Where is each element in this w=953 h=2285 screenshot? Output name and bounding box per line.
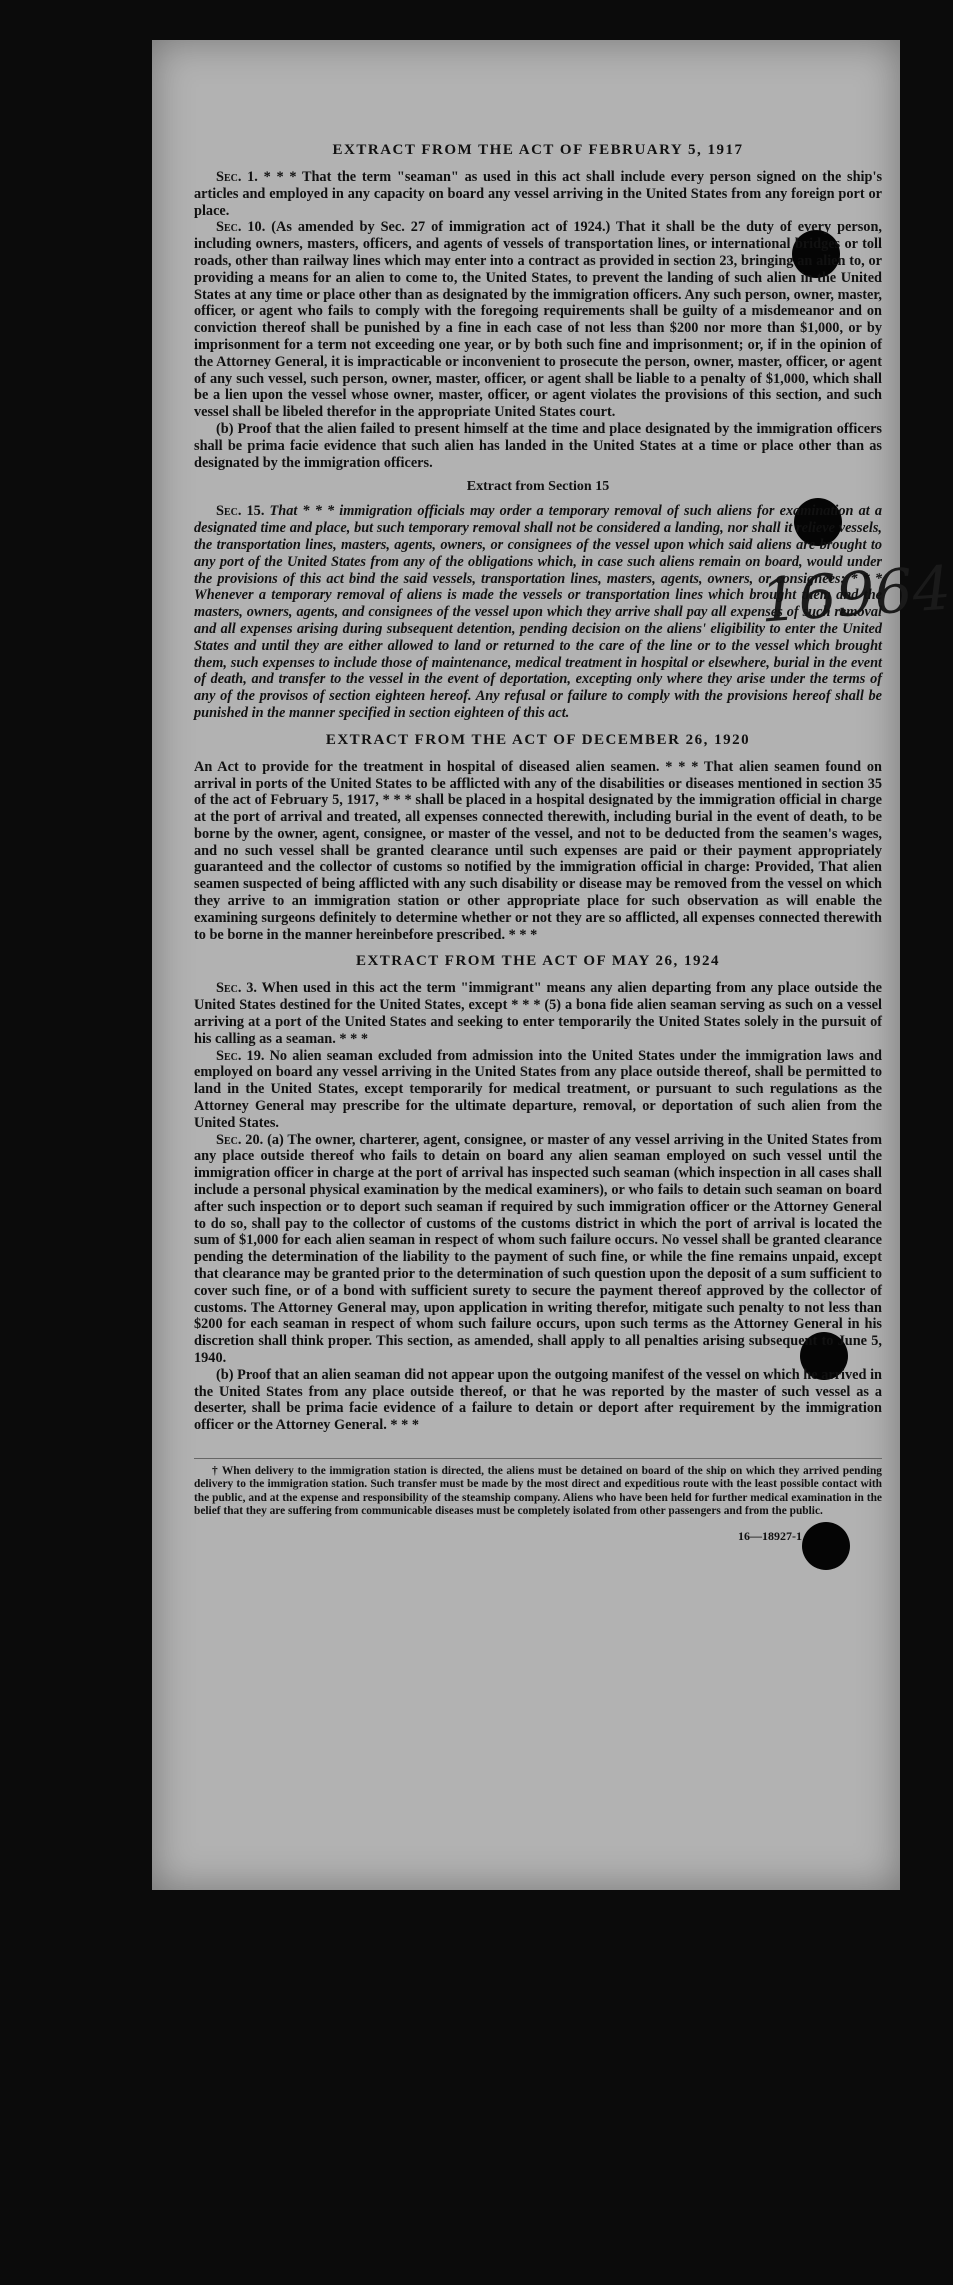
paragraph: Sec. 1. * * * That the term "seaman" as used in this act shall include every person signed on the ship's articles and employed in any capacity on board any vessel arriving in the United States from any foreign port or place. xyxy=(194,169,883,219)
paragraph: Sec. 20. (a) The owner, charterer, agent, consignee, or master of any vessel arriving in the United States from any place outside thereof who fails to detain on board any alien seaman employed on such vessel until the immigration officer in charge at the port of arrival has inspected such seaman (which inspection in all cases shall include a personal physical examination by the medical examiners), or who fails to detain such seaman on board after such inspection or to deport such seaman if required by such immigration officer or the Attorney General to do so, shall pay to the collector of customs of the customs district in which the port of arrival is located the sum of $1,000 for each alien seaman in respect of whom such failure occurs. No vessel shall be granted clearance pending the determination of the liability to the payment of such fine, or while the fine remains unpaid, except that clearance may be granted prior to the determination of such question upon the deposit of a sum sufficient to cover such fine, or of a bond with sufficient surety to secure the payment thereof approved by the collector of customs. The Attorney General may, upon application in writing therefor, mitigate such penalty to not less than $200 for each seaman in respect of whom such failure occurs, upon such terms as the Attorney General in his discretion shall think proper. This section, as amended, shall apply to all penalties arising subsequent to June 5, 1940. xyxy=(194,1131,882,1366)
section-1924 xyxy=(194,953,882,1434)
section-1920 xyxy=(194,732,882,944)
section-15-extract xyxy=(194,479,882,721)
paragraph: Sec. 3. When used in this act the term "immigrant" means any alien departing from any place outside the United States destined for the United States, except * * * (5) a bona fide alien seaman serving as such on a vessel arriving at a port of the United States and seeking to enter temporarily the United States solely in the pursuit of his calling as a seaman. * * * xyxy=(194,980,882,1047)
document-page xyxy=(152,40,953,1890)
section-1917 xyxy=(194,142,882,471)
handwritten-number: 16964 xyxy=(757,553,953,637)
section-heading: EXTRACT FROM THE ACT OF DECEMBER 26, 1920 xyxy=(325,731,751,748)
paragraph: (b) Proof that the alien failed to present himself at the time and place designated by the immigration officers shall be prima facie evidence that such alien has landed in the United States at a time or place other than as designated by the immigration officers. xyxy=(194,420,882,471)
footnote: † When delivery to the immigration station is directed, the aliens must be detained on board of the ship on which they arrived pending delivery to the immigration station. Such transfer must be made by the most direct and expeditious route with the least possible contact with the public, and at the expense and responsibility of the steamship company. Aliens who have been held for further medical examination in the belief that they are suffering from communicable diseases must be completely isolated from other passengers and from the public. xyxy=(194,1458,882,1519)
paragraph: Sec. 19. No alien seaman excluded from admission into the United States under the immigration laws and employed on board any vessel arriving in the United States from any place outside thereof, shall be permitted to land in the United States, except temporarily for medical treatment, or pursuant to such regulations as the Attorney General may prescribe for the ultimate departure, removal, or deportation of such alien from the United States. xyxy=(194,1047,882,1131)
document-number: 16—18927-1 xyxy=(738,1528,802,1543)
paragraph: Sec. 15. That * * * immigration officials may order a temporary removal of such aliens for examination at a designated time and place, but such temporary removal shall not be considered a landing, nor shall it relieve vessels, the transportation lines, masters, agents, owners, or consignees of the vessel upon which said aliens are brought to any port of the United States from any of the obligations which, in case such aliens remain on board, would under the provisions of this act bind the said vessels, transportation lines, masters, agents, owners, or consignees: * * * Whenever a temporary removal of aliens is made the vessels or transportation lines which brought them and the masters, owners, agents, and consignees of the vessel upon which they arrive shall pay all expenses of such removal and all expenses arising during subsequent detention, pending decision on the aliens' eligibility to enter the United States and until they are either allowed to land or returned to the care of the line or to the vessel which brought them, such expenses to include those of maintenance, medical treatment in hospital or elsewhere, burial in the event of death, and transfer to the vessel in the event of deportation, excepting only where they arise under the terms of any of the provisos of section eighteen hereof. Any refusal or failure to comply with the provisions hereof shall be punished in the manner specified in section eighteen of this act. xyxy=(194,503,882,721)
document-body xyxy=(194,132,882,1544)
paragraph: An Act to provide for the treatment in hospital of diseased alien seamen. * * * That alien seamen found on arrival in ports of the United States to be afflicted with any of the disabilities or diseases mentioned in section 35 of the act of February 5, 1917, * * * shall be placed in a hospital designated by the immigration official in charge at the port of arrival and treated, all expenses connected therewith, including burial in the event of death, to be borne by the owner, agent, consignee, or master of the vessel, and not to be deducted from the seamen's wages, and no such vessel shall be granted clearance until such expenses are paid or their payment appropriately guaranteed and the collector of customs so notified by the immigration official in charge: Provided, That alien seamen suspected of being afflicted with any such disability or disease may be removed from the vessel on which they arrive to an immigration station or other appropriate place for such observation as will enable the examining surgeons definitely to determine whether or not they are so afflicted, all expenses connected therewith to be borne in the manner hereinbefore prescribed. * * * xyxy=(194,758,882,943)
section-heading: EXTRACT FROM THE ACT OF MAY 26, 1924 xyxy=(355,953,721,970)
section-heading: EXTRACT FROM THE ACT OF FEBRUARY 5, 1917 xyxy=(332,142,744,158)
paragraph: Sec. 10. (As amended by Sec. 27 of immigration act of 1924.) That it shall be the duty of every person, including owners, masters, officers, and agents of vessels of transportation lines, or international bridges or toll roads, other than railway lines which may enter into a contract as provided in section 23, bringing an alien to, or providing a means for an alien to come to, the United States, to prevent the landing of such alien in the United States at any time or place other than as designated by the immigration officers. Any such person, owner, master, officer, or agent who fails to comply with the foregoing requirements shall be guilty of a misdemeanor and on conviction thereof shall be punished by a fine in each case of not less than $200 nor more than $1,000, or by imprisonment for a term not exceeding one year, or by both such fine and imprisonment; or, if in the opinion of the Attorney General, it is impracticable or inconvenient to prosecute the person, owner, master, officer, or agent of any such vessel, such person, owner, master, officer, or agent shall be liable to a penalty of $1,000, which shall be a lien upon the vessel whose owner, master, officer, or agent violates the provisions of this section, and such vessel shall be libeled therefor in the appropriate United States court. xyxy=(194,219,882,421)
section-subheading: Extract from Section 15 xyxy=(466,479,610,495)
paragraph: (b) Proof that an alien seaman did not appear upon the outgoing manifest of the vessel on which he arrived in the United States from any place outside thereof, or that he was reported by the master of such vessel as a deserter, shall be prima facie evidence of a failure to detain or deport after requirement by the immigration officer or the Attorney General. * * * xyxy=(194,1366,882,1434)
